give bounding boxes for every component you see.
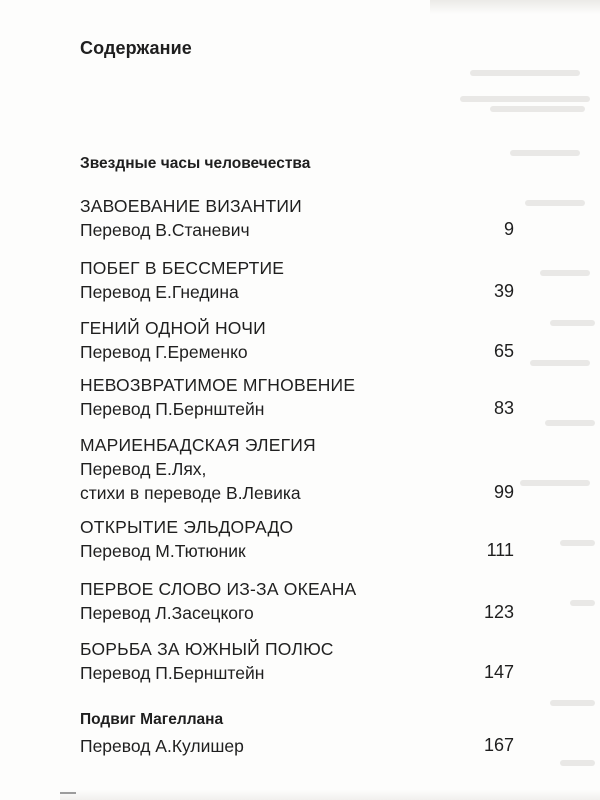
entry-title: МАРИЕНБАДСКАЯ ЭЛЕГИЯ [80, 435, 316, 455]
entry-title: ОТКРЫТИЕ ЭЛЬДОРАДО [80, 517, 294, 537]
toc-entry[interactable] [80, 195, 520, 242]
entry-page-number: 99 [493, 482, 514, 502]
entry-title: НЕВОЗВРАТИМОЕ МГНОВЕНИЕ [80, 375, 356, 395]
section-title-stellar-hours: Звездные часы человечества [80, 155, 311, 172]
entry-translator: Перевод Г.Еременко [80, 342, 248, 362]
entry-page-number: 65 [493, 341, 514, 361]
toc-entry[interactable] [80, 516, 520, 563]
page-edge-shadow [430, 0, 600, 14]
entry-page-number: 39 [493, 281, 514, 301]
entry-translator: Перевод П.Бернштейн [80, 663, 265, 683]
entry-page-number: 9 [503, 219, 514, 239]
page-mark [60, 792, 76, 794]
entry-title: БОРЬБА ЗА ЮЖНЫЙ ПОЛЮС [80, 639, 334, 659]
entry-translator: Перевод А.Кулишер [80, 736, 244, 756]
entry-translator: Перевод Е.Гнедина [80, 282, 239, 302]
entry-page-number: 147 [483, 662, 514, 682]
toc-heading: Содержание [80, 38, 192, 58]
entry-title: ГЕНИЙ ОДНОЙ НОЧИ [80, 318, 266, 338]
toc-entry[interactable] [80, 257, 520, 304]
toc-entry[interactable] [80, 638, 520, 685]
entry-title: ЗАВОЕВАНИЕ ВИЗАНТИИ [80, 196, 302, 216]
page-edge-shadow [60, 790, 600, 800]
entry-verse-translator: стихи в переводе В.Левика [80, 483, 301, 503]
entry-translator: Перевод Е.Лях, [80, 459, 207, 479]
entry-page-number: 167 [483, 735, 514, 755]
toc-entry[interactable] [80, 734, 520, 758]
entry-page-number: 83 [493, 398, 514, 418]
entry-translator: Перевод П.Бернштейн [80, 399, 265, 419]
entry-page-number: 123 [483, 602, 514, 622]
entry-page-number: 111 [486, 540, 514, 560]
entry-translator: Перевод М.Тютюник [80, 541, 246, 561]
entry-translator: Перевод В.Станевич [80, 220, 250, 240]
toc-entry[interactable] [80, 317, 520, 364]
entry-title: ПОБЕГ В БЕССМЕРТИЕ [80, 258, 285, 278]
toc-entry[interactable] [80, 374, 520, 421]
entry-title: ПЕРВОЕ СЛОВО ИЗ-ЗА ОКЕАНА [80, 579, 357, 599]
toc-entry[interactable] [80, 578, 520, 625]
section-title-magellan: Подвиг Магеллана [80, 711, 224, 728]
toc-entry[interactable] [80, 434, 520, 505]
entry-translator: Перевод Л.Засецкого [80, 603, 254, 623]
